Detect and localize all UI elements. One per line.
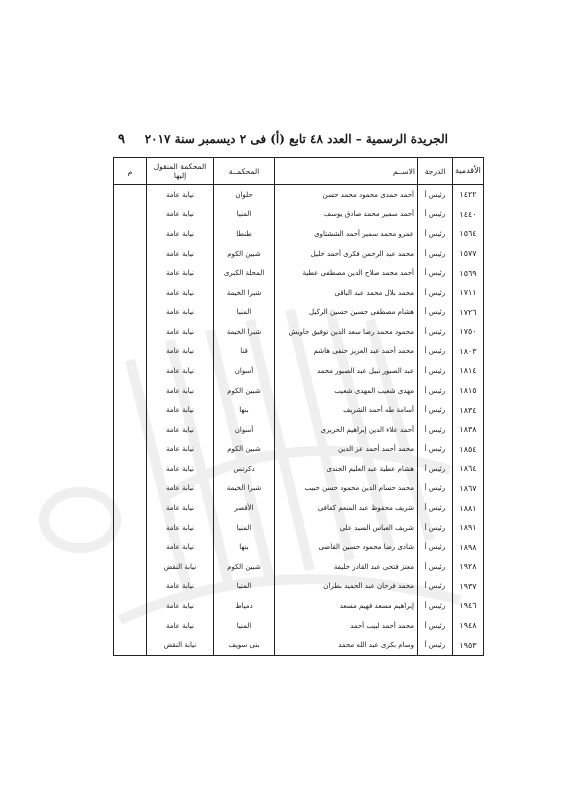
rank-cell: رئيس أ <box>418 381 453 401</box>
court-cell: قنا <box>214 342 275 362</box>
seniority-cell: ١٤٢٢ <box>453 185 484 205</box>
rank-cell: رئيس أ <box>418 479 453 499</box>
transfer-court-cell: نيابة عامة <box>147 440 214 460</box>
rank-cell: رئيس أ <box>418 244 453 264</box>
m-cell <box>114 616 147 636</box>
transfer-court-cell: نيابة عامة <box>147 616 214 636</box>
court-cell: المحلة الكبرى <box>214 263 275 283</box>
m-cell <box>114 224 147 244</box>
name-cell: هشام مصطفى حسين حسين الركيل <box>275 302 418 322</box>
seniority-cell: ١٧١١ <box>453 283 484 303</box>
m-cell <box>114 537 147 557</box>
seniority-cell: ١٧٢٦ <box>453 302 484 322</box>
name-cell: محمد أحمد لبيب أحمد <box>275 616 418 636</box>
seniority-cell: ١٨١٥ <box>453 381 484 401</box>
rank-cell: رئيس أ <box>418 205 453 225</box>
transfer-court-cell: نيابة عامة <box>147 361 214 381</box>
rank-cell: رئيس أ <box>418 596 453 616</box>
page-number: ٩ <box>118 131 125 147</box>
name-cell: عمرو محمد سمير أحمد الششتاوى <box>275 224 418 244</box>
transfer-court-cell: نيابة النقض <box>147 635 214 655</box>
name-cell: محمد عبد الرحمن فكرى أحمد خليل <box>275 244 418 264</box>
table-row <box>114 518 484 538</box>
name-cell: محمود محمد رضا سعد الدين توفيق جاويش <box>275 322 418 342</box>
table-row <box>114 263 484 283</box>
court-cell: المنيا <box>214 205 275 225</box>
rank-cell: رئيس أ <box>418 400 453 420</box>
court-cell: طنطا <box>214 224 275 244</box>
seniority-cell: ١٨٣٤ <box>453 400 484 420</box>
name-cell: شادى رضا محمود حسين القاضى <box>275 537 418 557</box>
transfer-court-cell: نيابة النقض <box>147 557 214 577</box>
table-row <box>114 498 484 518</box>
column-header-m: م <box>114 158 147 185</box>
name-cell: وسام بكرى عبد الله محمد <box>275 635 418 655</box>
court-cell: حلوان <box>214 185 275 205</box>
table-row <box>114 283 484 303</box>
transfer-court-cell: نيابة عامة <box>147 420 214 440</box>
transfer-court-cell: نيابة عامة <box>147 263 214 283</box>
column-header-name: الاســم <box>275 158 418 185</box>
table-row <box>114 616 484 636</box>
table-row <box>114 205 484 225</box>
name-cell: محمد أحمد أحمد عز الدين <box>275 440 418 460</box>
transfer-court-cell: نيابة عامة <box>147 596 214 616</box>
table-row <box>114 459 484 479</box>
rank-cell: رئيس أ <box>418 557 453 577</box>
name-cell: مهدى شعيب المهدى شعيب <box>275 381 418 401</box>
court-cell: شبرا الخيمة <box>214 479 275 499</box>
rank-cell: رئيس أ <box>418 420 453 440</box>
table-row <box>114 537 484 557</box>
court-cell: المنيا <box>214 302 275 322</box>
name-cell: محمد بلال محمد عبد الباقى <box>275 283 418 303</box>
rank-cell: رئيس أ <box>418 498 453 518</box>
seniority-cell: ١٩٣٧ <box>453 577 484 597</box>
m-cell <box>114 635 147 655</box>
seniority-cell: ١٩٤٨ <box>453 616 484 636</box>
seniority-cell: ١٩٢٨ <box>453 557 484 577</box>
table-row <box>114 185 484 205</box>
name-cell: أسامة طه أحمد الشريف <box>275 400 418 420</box>
m-cell <box>114 185 147 205</box>
seniority-cell: ١٨٩١ <box>453 518 484 538</box>
court-cell: الأقصر <box>214 498 275 518</box>
m-cell <box>114 440 147 460</box>
transfer-court-cell: نيابة عامة <box>147 283 214 303</box>
table-body <box>114 185 484 656</box>
m-cell <box>114 518 147 538</box>
table-row <box>114 361 484 381</box>
court-cell: شبين الكوم <box>214 381 275 401</box>
transfer-court-cell: نيابة عامة <box>147 518 214 538</box>
m-cell <box>114 361 147 381</box>
rank-cell: رئيس أ <box>418 616 453 636</box>
name-cell: محمد حسام الدين محمود حسن حبيب <box>275 479 418 499</box>
table-row <box>114 596 484 616</box>
column-header-seniority: الأقدمية <box>453 158 484 185</box>
rank-cell: رئيس أ <box>418 537 453 557</box>
m-cell <box>114 381 147 401</box>
m-cell <box>114 557 147 577</box>
rank-cell: رئيس أ <box>418 224 453 244</box>
rank-cell: رئيس أ <box>418 283 453 303</box>
table-row <box>114 342 484 362</box>
m-cell <box>114 498 147 518</box>
m-cell <box>114 263 147 283</box>
name-cell: معتز فتحى عبد القادر خليفة <box>275 557 418 577</box>
court-cell: المنيا <box>214 616 275 636</box>
name-cell: أحمد محمد صلاح الدين مصطفى عطية <box>275 263 418 283</box>
name-cell: إبراهيم مسعد فهيم مسعد <box>275 596 418 616</box>
seniority-cell: ١٤٤٠ <box>453 205 484 225</box>
name-cell: أحمد علاء الدين إبراهيم الحريرى <box>275 420 418 440</box>
header-title: الجريدة الرسمية – العدد ٤٨ تابع (أ) فى ٢ ديسمبر سنة ٢٠١٧ <box>144 132 448 146</box>
appointments-table <box>113 157 484 656</box>
court-cell: دكرنس <box>214 459 275 479</box>
transfer-court-cell: نيابة عامة <box>147 244 214 264</box>
m-cell <box>114 596 147 616</box>
table-row <box>114 224 484 244</box>
transfer-court-cell: نيابة عامة <box>147 537 214 557</box>
m-cell <box>114 302 147 322</box>
court-cell: شبين الكوم <box>214 440 275 460</box>
m-cell <box>114 244 147 264</box>
seniority-cell: ١٨٣٨ <box>453 420 484 440</box>
rank-cell: رئيس أ <box>418 263 453 283</box>
seniority-cell: ١٥٦٩ <box>453 263 484 283</box>
table-row <box>114 440 484 460</box>
m-cell <box>114 459 147 479</box>
seniority-cell: ١٨١٤ <box>453 361 484 381</box>
name-cell: شريف محفوظ عبد المنعم كفافى <box>275 498 418 518</box>
column-header-transfer-court: المحكمة المنقول إليها <box>147 158 214 185</box>
court-cell: أسوان <box>214 361 275 381</box>
seniority-cell: ١٩٤٦ <box>453 596 484 616</box>
m-cell <box>114 400 147 420</box>
court-cell: دمياط <box>214 596 275 616</box>
court-cell: شبين الكوم <box>214 557 275 577</box>
name-cell: شريف العباس السيد على <box>275 518 418 538</box>
transfer-court-cell: نيابة عامة <box>147 459 214 479</box>
court-cell: المنيا <box>214 577 275 597</box>
m-cell <box>114 205 147 225</box>
m-cell <box>114 420 147 440</box>
seniority-cell: ١٨٦٤ <box>453 459 484 479</box>
transfer-court-cell: نيابة عامة <box>147 400 214 420</box>
rank-cell: رئيس أ <box>418 185 453 205</box>
rank-cell: رئيس أ <box>418 459 453 479</box>
page-header <box>118 128 448 150</box>
court-cell: بنها <box>214 400 275 420</box>
column-header-court: المحكمــة <box>214 158 275 185</box>
seniority-cell: ١٨٠٣ <box>453 342 484 362</box>
name-cell: أحمد حمدى محمود محمد حسن <box>275 185 418 205</box>
seniority-cell: ١٨٦٧ <box>453 479 484 499</box>
table-row <box>114 479 484 499</box>
name-cell: هشام عطية عبد العليم الجندى <box>275 459 418 479</box>
rank-cell: رئيس أ <box>418 342 453 362</box>
transfer-court-cell: نيابة عامة <box>147 498 214 518</box>
rank-cell: رئيس أ <box>418 322 453 342</box>
name-cell: عبد الصبور نبيل عبد الصبور محمد <box>275 361 418 381</box>
rank-cell: رئيس أ <box>418 440 453 460</box>
table-row <box>114 302 484 322</box>
transfer-court-cell: نيابة عامة <box>147 381 214 401</box>
m-cell <box>114 479 147 499</box>
name-cell: محمد أحمد عبد العزيز حنفى هاشم <box>275 342 418 362</box>
table-row <box>114 635 484 655</box>
transfer-court-cell: نيابة عامة <box>147 302 214 322</box>
table-row <box>114 557 484 577</box>
court-cell: شبرا الخيمة <box>214 283 275 303</box>
transfer-court-cell: نيابة عامة <box>147 342 214 362</box>
transfer-court-cell: نيابة عامة <box>147 322 214 342</box>
transfer-court-cell: نيابة عامة <box>147 205 214 225</box>
table-row <box>114 244 484 264</box>
name-cell: أحمد سمير محمد صادق يوسف <box>275 205 418 225</box>
transfer-court-cell: نيابة عامة <box>147 577 214 597</box>
table-row <box>114 322 484 342</box>
name-cell: محمد فرحان عبد الحميد بطران <box>275 577 418 597</box>
court-cell: شبين الكوم <box>214 244 275 264</box>
appointments-table-container <box>113 157 481 656</box>
seniority-cell: ١٨٥٤ <box>453 440 484 460</box>
seniority-cell: ١٥٧٧ <box>453 244 484 264</box>
m-cell <box>114 283 147 303</box>
m-cell <box>114 342 147 362</box>
court-cell: بنها <box>214 537 275 557</box>
column-header-rank: الدرجة <box>418 158 453 185</box>
seniority-cell: ١٩٥٣ <box>453 635 484 655</box>
seniority-cell: ١٥٦٤ <box>453 224 484 244</box>
table-header-row <box>114 158 484 185</box>
rank-cell: رئيس أ <box>418 361 453 381</box>
table-row <box>114 420 484 440</box>
table-row <box>114 381 484 401</box>
rank-cell: رئيس أ <box>418 577 453 597</box>
court-cell: المنيا <box>214 518 275 538</box>
m-cell <box>114 322 147 342</box>
court-cell: أسوان <box>214 420 275 440</box>
rank-cell: رئيس أ <box>418 518 453 538</box>
rank-cell: رئيس أ <box>418 302 453 322</box>
transfer-court-cell: نيابة عامة <box>147 224 214 244</box>
table-row <box>114 577 484 597</box>
seniority-cell: ١٨٩٨ <box>453 537 484 557</box>
seniority-cell: ١٨٨١ <box>453 498 484 518</box>
m-cell <box>114 577 147 597</box>
transfer-court-cell: نيابة عامة <box>147 185 214 205</box>
court-cell: شبرا الخيمة <box>214 322 275 342</box>
court-cell: بنى سويف <box>214 635 275 655</box>
table-row <box>114 400 484 420</box>
transfer-court-cell: نيابة عامة <box>147 479 214 499</box>
seniority-cell: ١٧٥٠ <box>453 322 484 342</box>
rank-cell: رئيس أ <box>418 635 453 655</box>
